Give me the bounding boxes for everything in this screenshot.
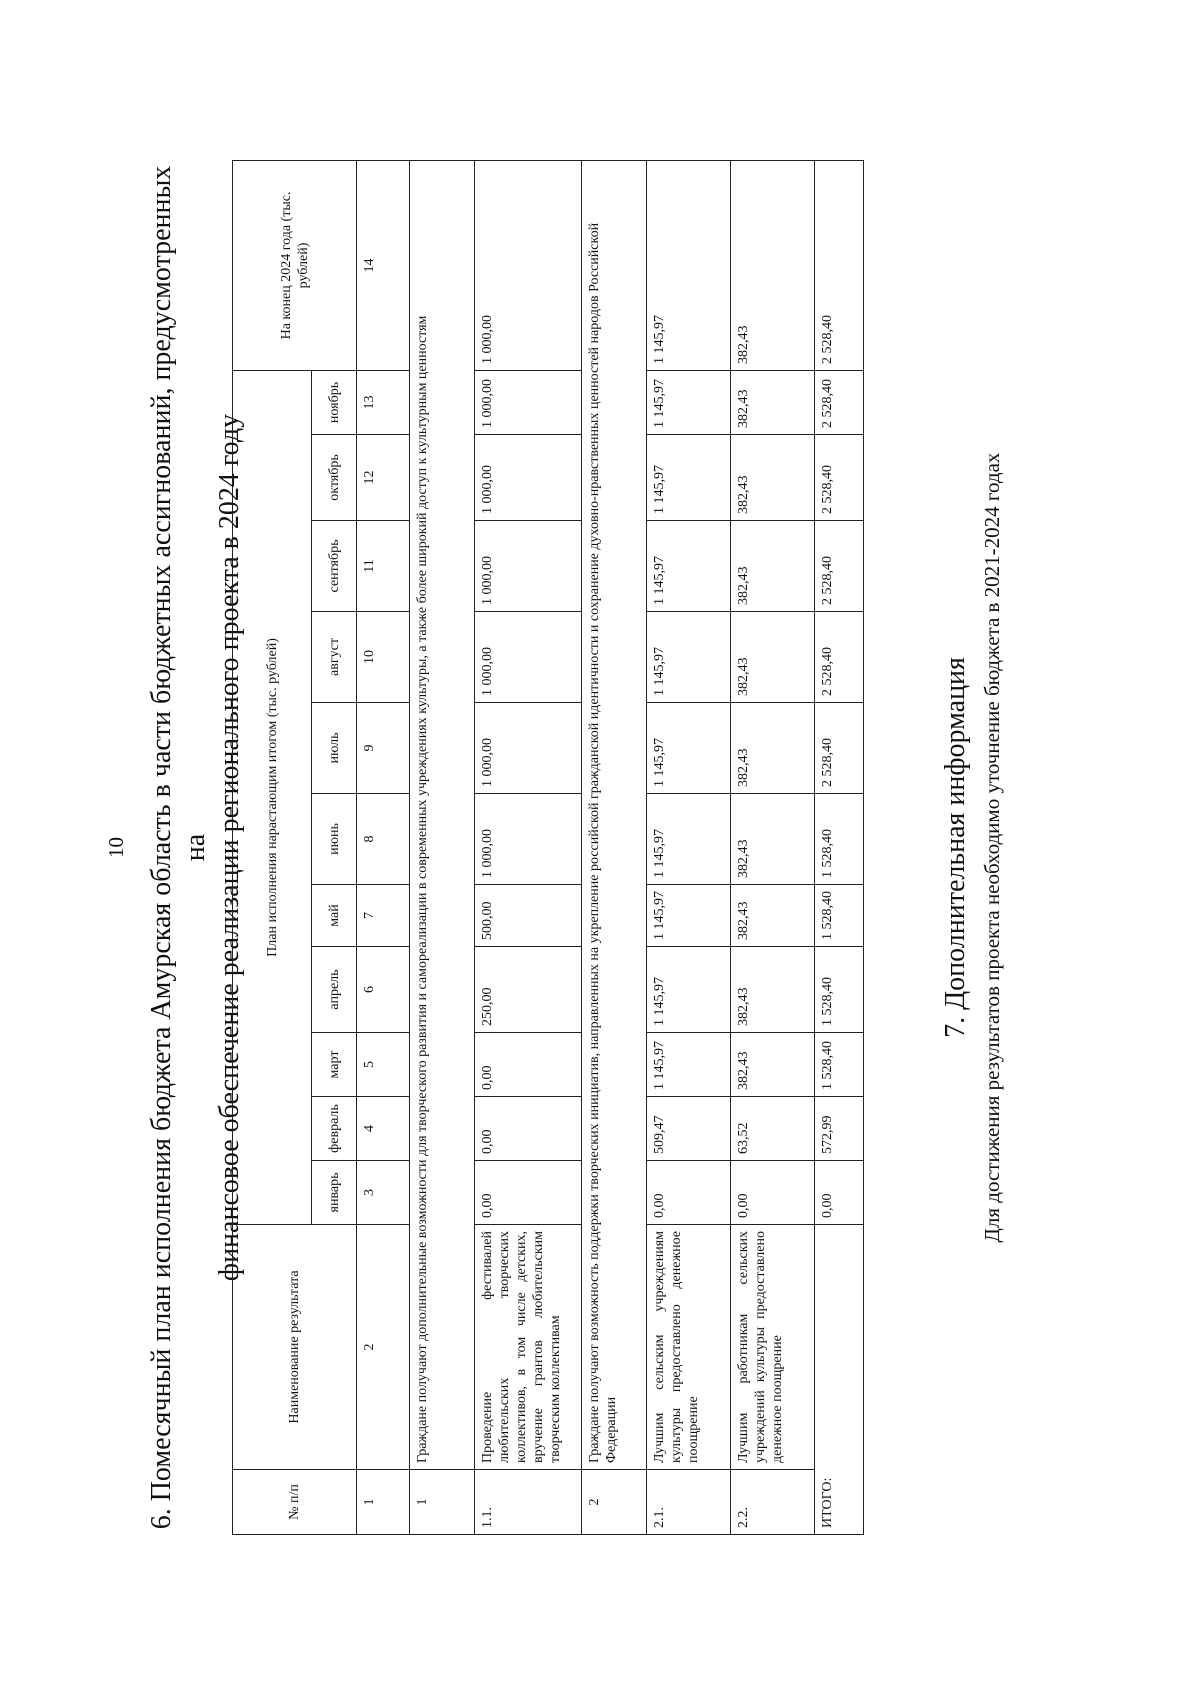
total-month-value: 2 528,40 [815,435,864,521]
column-number: 2 [357,1225,410,1470]
month-value: 0,00 [475,1097,582,1161]
end-of-year-value: 1 145,97 [647,160,731,370]
header-month: июль [312,703,357,794]
month-value: 1 000,00 [475,612,582,703]
section-title: Граждане получают возможность поддержки творческих инициатив, направленных на укрепление российской гражданской идентичности и сохранение духовно-нравственных ценностей народов Российской Федерации [582,160,647,1469]
section-title: Граждане получают дополнительные возможности для творческого развития и самореализации в современных учреждениях культуры, а также более широкий доступ к культурным ценностям [410,160,475,1469]
month-value: 1 145,97 [647,885,731,947]
month-value: 382,43 [731,370,815,434]
month-value: 1 145,97 [647,794,731,885]
header-name: Наименование результата [233,1225,357,1470]
month-value: 0,00 [647,1161,731,1225]
column-number: 3 [357,1161,410,1225]
table-row [731,160,815,1534]
total-month-value: 2 528,40 [815,703,864,794]
month-value: 0,00 [475,1161,582,1225]
row-name: Лучшим сельским учреждениям культуры предоставлено денежное поощрение [647,1225,731,1470]
table-row [475,160,582,1534]
row-name: Лучшим работникам сельских учреждений культуры предоставлено денежное поощрение [731,1225,815,1470]
header-month: февраль [312,1097,357,1161]
column-number: 9 [357,703,410,794]
column-numbers-row [357,160,410,1534]
month-value: 63,52 [731,1097,815,1161]
column-number: 12 [357,435,410,521]
section-number: 2 [582,1470,647,1535]
end-of-year-value: 382,43 [731,160,815,370]
header-month: ноябрь [312,370,357,434]
column-number: 13 [357,370,410,434]
header-month: октябрь [312,435,357,521]
total-month-value: 2 528,40 [815,521,864,612]
total-month-value: 1 528,40 [815,1033,864,1097]
month-value: 382,43 [731,794,815,885]
month-value: 1 145,97 [647,435,731,521]
month-value: 250,00 [475,947,582,1033]
month-value: 1 145,97 [647,521,731,612]
budget-plan-table [232,160,864,1535]
header-month: май [312,885,357,947]
total-end-of-year-value: 2 528,40 [815,160,864,370]
section-row [410,160,475,1534]
column-number: 5 [357,1033,410,1097]
table-row [647,160,731,1534]
column-number: 4 [357,1097,410,1161]
month-value: 1 000,00 [475,370,582,434]
row-number: 1.1. [475,1470,582,1535]
column-number: 14 [357,160,410,370]
column-number: 6 [357,947,410,1033]
section-7-text: Для достижения результатов проекта необходимо уточнение бюджета в 2021-2024 годах [980,452,1004,1243]
month-value: 0,00 [731,1161,815,1225]
row-number: 2.1. [647,1470,731,1535]
month-value: 509,47 [647,1097,731,1161]
month-value: 1 000,00 [475,703,582,794]
end-of-year-value: 1 000,00 [475,160,582,370]
header-month: апрель [312,947,357,1033]
column-number: 1 [357,1470,410,1535]
month-value: 1 000,00 [475,521,582,612]
month-value: 1 145,97 [647,703,731,794]
table-body [357,160,864,1534]
total-row [815,160,864,1534]
section-row [582,160,647,1534]
page-number: 10 [104,837,128,858]
row-name: Проведение фестивалей любительских творческих коллективов, в том числе детских, вручение грантов любительским творческим коллективам [475,1225,582,1470]
total-month-value: 2 528,40 [815,612,864,703]
header-month: март [312,1033,357,1097]
month-value: 1 145,97 [647,947,731,1033]
column-number: 10 [357,612,410,703]
column-number: 11 [357,521,410,612]
total-month-value: 572,99 [815,1097,864,1161]
total-month-value: 2 528,40 [815,370,864,434]
month-value: 1 145,97 [647,370,731,434]
header-month: август [312,612,357,703]
column-number: 8 [357,794,410,885]
total-month-value: 1 528,40 [815,947,864,1033]
month-value: 1 000,00 [475,794,582,885]
month-value: 382,43 [731,885,815,947]
month-value: 1 145,97 [647,1033,731,1097]
month-value: 1 145,97 [647,612,731,703]
total-label: ИТОГО: [815,1225,864,1535]
month-value: 0,00 [475,1033,582,1097]
header-plan-group: План исполнения нарастающим итогом (тыс. рублей) [233,370,312,1224]
total-month-value: 0,00 [815,1161,864,1225]
header-end-of-year: На конец 2024 года (тыс. рублей) [233,160,357,370]
month-value: 382,43 [731,1033,815,1097]
section-7-title: 7. Дополнительная информация [940,657,971,1038]
month-value: 1 000,00 [475,435,582,521]
header-month: сентябрь [312,521,357,612]
header-num: № п/п [233,1470,357,1535]
section-6-title-line2: финансовое обеспечение реализации регионального проекта в 2024 году [214,413,245,1282]
month-value: 382,43 [731,703,815,794]
month-value: 382,43 [731,612,815,703]
row-number: 2.2. [731,1470,815,1535]
header-month: январь [312,1161,357,1225]
section-number: 1 [410,1470,475,1535]
month-value: 500,00 [475,885,582,947]
total-month-value: 1 528,40 [815,794,864,885]
month-value: 382,43 [731,435,815,521]
month-value: 382,43 [731,521,815,612]
column-number: 7 [357,885,410,947]
total-month-value: 1 528,40 [815,885,864,947]
month-value: 382,43 [731,947,815,1033]
section-6-title-line1: 6. Помесячный план исполнения бюджета Амурская область в части бюджетных ассигнований, предусмотренных на [146,165,211,1530]
header-month: июнь [312,794,357,885]
